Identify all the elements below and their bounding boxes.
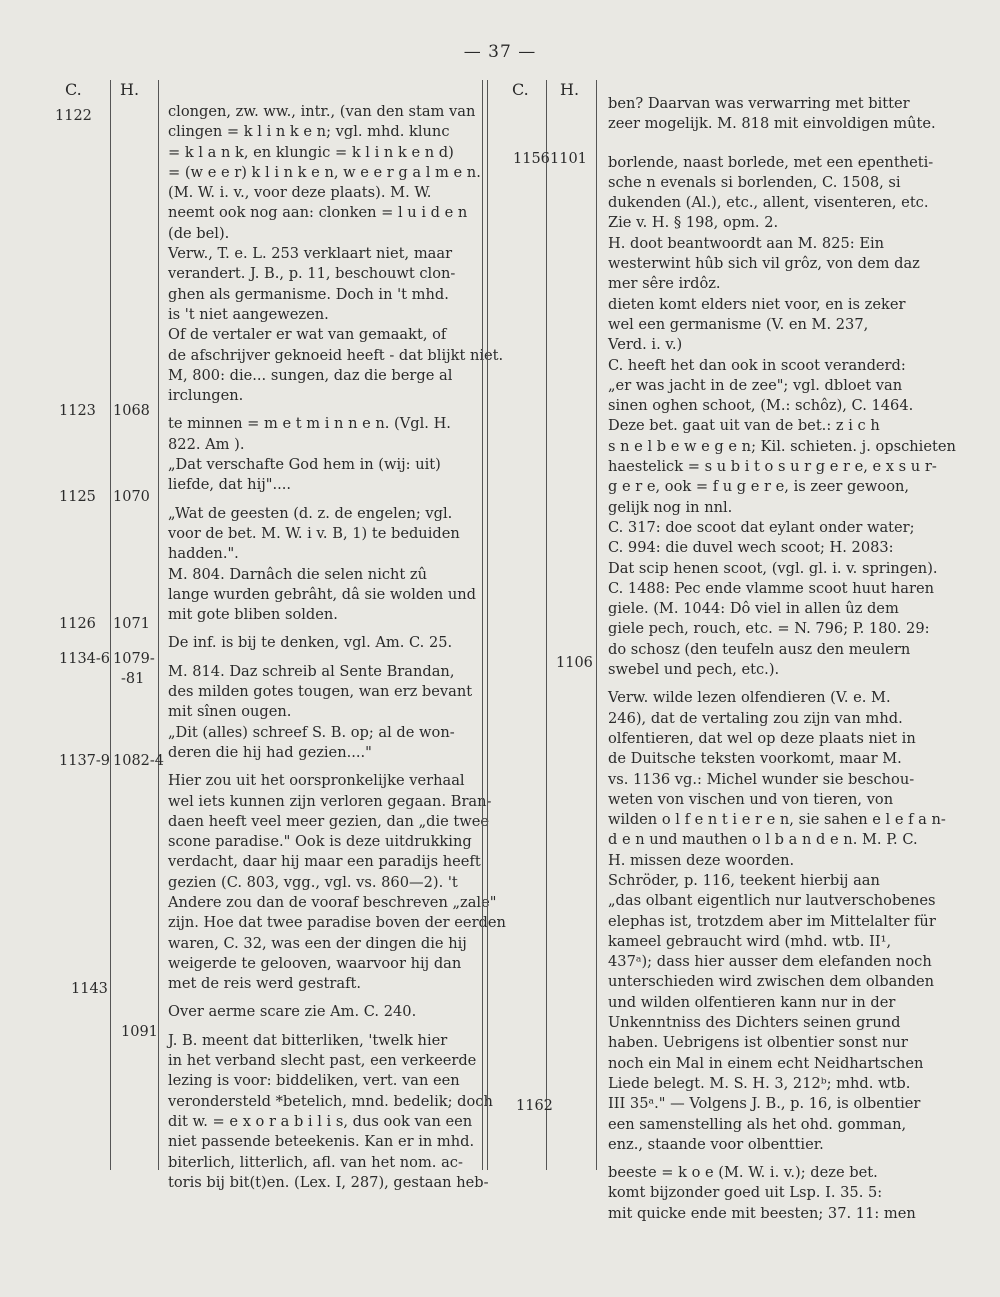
right-text — [608, 94, 956, 1232]
text-line: haestelick = s u b i t o s u r g e r e, e x s u r- — [608, 458, 937, 476]
text-line: Verw. wilde lezen olfendieren (V. e. M. — [608, 689, 891, 707]
text-line: unterschieden wird zwischen dem olbanden — [608, 973, 935, 991]
text-line: olfentieren, dat wel op deze plaats niet in — [608, 729, 916, 747]
text-line: s n e l b e w e g e n; Kil. schieten. j. opschieten — [608, 437, 956, 455]
text-line: verondersteld *betelich, mnd. bedelik; doch — [168, 1092, 493, 1110]
ref-c: 1125 — [59, 489, 96, 505]
ref-h: 1091 — [121, 1024, 158, 1040]
text-line: und wilden olfentieren kann nur in der — [608, 993, 896, 1011]
page-number: — 37 — — [463, 42, 537, 62]
ref-c: 1134-6 — [59, 651, 111, 667]
ref-h: -81 — [121, 671, 145, 687]
entry-paradise — [168, 771, 506, 994]
text-line: een samenstelling als het ohd. gomman, — [608, 1115, 907, 1133]
text-line: liefde, dat hij".... — [168, 476, 292, 494]
text-line: = (w e e r) k l i n k e n, w e e r g a l m e n. — [168, 163, 481, 181]
entry-schreib — [168, 662, 493, 763]
text-line: „er was jacht in de zee"; vgl. dbloet van — [608, 376, 903, 394]
text-line: gelijk nog in nnl. — [608, 498, 733, 516]
ref-h: 1101 — [550, 151, 587, 167]
text-line: met de reis werd gestraft. — [168, 975, 362, 993]
text-line: M. 804. Darnâch die selen nicht zû — [168, 565, 428, 583]
text-line: lezing is voor: biddeliken, vert. van een — [168, 1072, 460, 1090]
text-line: wilden o l f e n t i e r e n, sie sahen e l e f a n- — [608, 811, 946, 829]
text-line: g e r e, ook = f u g e r e, is zeer gewoon, — [608, 478, 910, 496]
text-line: M, 800: die... sungen, daz die berge al — [168, 366, 453, 384]
text-line: Hier zou uit het oorspronkelijke verhaal — [168, 772, 465, 790]
ref-h: 1082-4 — [113, 753, 165, 769]
text-line: toris bij bit(t)en. (Lex. I, 287), gestaan heb- — [168, 1173, 489, 1191]
text-line: verandert. J. B., p. 11, beschouwt clon- — [168, 265, 456, 283]
text-line: Over aerme scare zie Am. C. 240. — [168, 1003, 417, 1021]
entry-bitterliken — [168, 1031, 493, 1193]
entry-aerme-scare — [168, 1002, 493, 1022]
ref-h: 1106 — [556, 655, 593, 671]
text-line: wel een germanisme (V. en M. 237, — [608, 315, 869, 333]
column-rule — [546, 80, 547, 1170]
text-line: 822. Am ). — [168, 435, 245, 453]
text-line: mit quicke ende mit beesten; 37. 11: men — [608, 1204, 916, 1222]
text-line: zijn. Hoe dat twee paradise boven der eerden — [168, 914, 506, 932]
ref-h: 1068 — [113, 403, 150, 419]
text-line: clingen = k l i n k e n; vgl. mhd. klunc — [168, 123, 450, 141]
entry-olfendieren — [608, 688, 946, 1155]
text-line: voor de bet. M. W. i v. B, 1) te beduiden — [168, 524, 460, 542]
text-line: gezien (C. 803, vgg., vgl. vs. 860—2). 't — [168, 873, 458, 891]
text-line: d e n und mauthen o l b a n d e n. M. P. C. — [608, 831, 918, 849]
column-rule — [110, 80, 111, 1170]
text-line: beeste = k o e (M. W. i. v.); deze bet. — [608, 1164, 878, 1182]
text-line: dukenden (Al.), etc., allent, visenteren, etc. — [608, 194, 929, 212]
text-line: verdacht, daar hij maar een paradijs heeft — [168, 853, 481, 871]
text-line: dit w. = e x o r a b i l i s, dus ook van een — [168, 1112, 473, 1130]
text-line: biterlich, litterlich, afl. van het nom. ac- — [168, 1153, 463, 1171]
text-line: des milden gotes tougen, wan erz bevant — [168, 683, 473, 701]
text-line: deren die hij had gezien...." — [168, 743, 372, 761]
text-line: lange wurden gebrâht, dâ sie wolden und — [168, 585, 477, 603]
text-line: neemt ook nog aan: clonken = l u i d e n — [168, 204, 468, 222]
entry-borlende — [608, 153, 956, 681]
text-line: noch ein Mal in einem echt Neidhartschen — [608, 1054, 924, 1072]
text-line: ben? Daarvan was verwarring met bitter — [608, 95, 910, 112]
text-line: „das olbant eigentlich nur lautverschobenes — [608, 892, 936, 910]
text-line: „Wat de geesten (d. z. de engelen; vgl. — [168, 504, 453, 522]
text-line: (de bel). — [168, 224, 230, 242]
text-line: weigerde te gelooven, waarvoor hij dan — [168, 954, 462, 972]
ref-c: 1122 — [55, 108, 92, 124]
text-line: giele pech, rouch, etc. = N. 796; P. 180. 29: — [608, 620, 930, 638]
text-line: sche n evenals si borlenden, C. 1508, si — [608, 173, 901, 191]
header-c: C. — [512, 80, 529, 99]
text-line: 437ᵃ); dass hier ausser dem elefanden noch — [608, 953, 932, 971]
text-line: irclungen. — [168, 387, 244, 405]
text-line: Deze bet. gaat uit van de bet.: z i c h — [608, 417, 880, 435]
column-rule — [158, 80, 159, 1170]
text-line: de Duitsche teksten voorkomt, maar M. — [608, 750, 902, 768]
text-line: in het verband slecht past, een verkeerde — [168, 1052, 477, 1070]
text-line: mit gote bliben solden. — [168, 606, 338, 624]
text-line: is 't niet aangewezen. — [168, 305, 329, 323]
text-line: „Dit (alles) schreef S. B. op; al de won- — [168, 723, 455, 741]
text-line: De inf. is bij te denken, vgl. Am. C. 25. — [168, 634, 453, 652]
text-line: daen heeft veel meer gezien, dan „die twee — [168, 812, 490, 830]
header-c: C. — [65, 80, 82, 99]
text-line: Schröder, p. 116, teekent hierbij aan — [608, 871, 880, 889]
text-line: westerwint hûb sich vil grôz, von dem daz — [608, 255, 920, 273]
header-h: H. — [560, 80, 580, 99]
column-rule — [596, 80, 597, 1170]
entry-inf — [168, 633, 493, 653]
text-line: J. B. meent dat bitterliken, 'twelk hier — [168, 1031, 448, 1049]
text-line: = k l a n k, en klungic = k l i n k e n d) — [168, 143, 454, 161]
right-column — [510, 80, 956, 1222]
text-line: te minnen = m e t m i n n e n. (Vgl. H. — [168, 415, 451, 433]
ref-h: 1071 — [113, 616, 150, 632]
text-line: M. 814. Daz schreib al Sente Brandan, — [168, 662, 455, 680]
text-line: mit sînen ougen. — [168, 703, 292, 721]
text-line: elephas ist, trotzdem aber im Mittelalter für — [608, 912, 936, 930]
ref-c: 1162 — [516, 1098, 553, 1114]
ref-c: 1143 — [71, 981, 108, 997]
text-line: Verw., T. e. L. 253 verklaart niet, maar — [168, 245, 453, 263]
text-line: waren, C. 32, was een der dingen die hij — [168, 934, 467, 952]
column-divider — [482, 80, 488, 1170]
text-line: clongen, zw. ww., intr., (van den stam van — [168, 103, 476, 120]
text-line: komt bijzonder goed uit Lsp. I. 35. 5: — [608, 1184, 883, 1202]
text-line: borlende, naast borlede, met een epentheti- — [608, 153, 934, 171]
entry-beeste — [608, 1163, 933, 1224]
text-line: (M. W. i. v., voor deze plaats). M. W. — [168, 184, 432, 202]
entry-te-minnen — [168, 414, 493, 495]
ref-c: 1123 — [59, 403, 96, 419]
text-line: Verd. i. v.) — [608, 336, 683, 354]
text-line: C. 317: doe scoot dat eylant onder water; — [608, 518, 915, 536]
text-line: de afschrijver geknoeid heeft - dat blijkt niet. — [168, 346, 504, 364]
text-line: vs. 1136 vg.: Michel wunder sie beschou- — [608, 770, 915, 788]
text-line: dieten komt elders niet voor, en is zeker — [608, 295, 906, 313]
entry-geesten — [168, 504, 493, 626]
text-line: zeer mogelijk. M. 818 mit einvoldigen mûte. — [608, 115, 936, 133]
left-text — [168, 102, 506, 1201]
text-line: haben. Uebrigens ist olbentier sonst nur — [608, 1034, 908, 1052]
entry-clongen — [168, 102, 504, 406]
text-line: do schosz (den teufeln ausz den meulern — [608, 640, 911, 658]
ref-h: 1070 — [113, 489, 150, 505]
text-line: scone paradise." Ook is deze uitdrukking — [168, 833, 472, 851]
text-line: kameel gebraucht wird (mhd. wtb. II¹, — [608, 932, 892, 950]
text-line: „Dat verschafte God hem in (wij: uit) — [168, 456, 441, 474]
text-line: Dat scip henen scoot, (vgl. gl. i. v. springen). — [608, 559, 938, 577]
text-line: mer sêre irdôz. — [608, 275, 721, 293]
text-line: Unkenntniss des Dichters seinen grund — [608, 1014, 901, 1032]
text-line: giele. (M. 1044: Dô viel in allen ûz dem — [608, 600, 899, 618]
text-line: Andere zou dan de vooraf beschreven „zale" — [168, 893, 497, 911]
text-line: weten von vischen und von tieren, von — [608, 790, 894, 808]
entry-ben — [608, 94, 936, 135]
text-line: 246), dat de vertaling zou zijn van mhd. — [608, 709, 903, 727]
text-line: ghen als germanisme. Doch in 't mhd. — [168, 285, 449, 303]
text-line: C. heeft het dan ook in scoot veranderd: — [608, 356, 906, 374]
text-line: Liede belegt. M. S. H. 3, 212ᵇ; mhd. wtb. — [608, 1074, 911, 1092]
text-line: sinen oghen schoot, (M.: schôz), C. 1464. — [608, 397, 914, 415]
text-line: niet passende beteekenis. Kan er in mhd. — [168, 1133, 475, 1151]
text-line: Of de vertaler er wat van gemaakt, of — [168, 326, 447, 344]
text-line: Zie v. H. § 198, opm. 2. — [608, 214, 779, 232]
text-line: enz., staande voor olbenttier. — [608, 1135, 824, 1153]
text-line: H. missen deze woorden. — [608, 851, 795, 869]
text-line: III 35ᵃ." — Volgens J. B., p. 16, is olbentier — [608, 1095, 921, 1113]
text-line: wel iets kunnen zijn verloren gegaan. Bran- — [168, 792, 492, 810]
text-line: hadden.". — [168, 545, 239, 563]
ref-c: 1156 — [513, 151, 550, 167]
left-column — [55, 80, 506, 1191]
text-line: C. 1488: Pec ende vlamme scoot huut haren — [608, 579, 935, 597]
ref-h: 1079- — [113, 651, 155, 667]
ref-c: 1126 — [59, 616, 96, 632]
text-line: swebel und pech, etc.). — [608, 661, 780, 679]
text-line: H. doot beantwoordt aan M. 825: Ein — [608, 234, 885, 252]
ref-c: 1137-9 — [59, 753, 111, 769]
header-h: H. — [120, 80, 140, 99]
text-line: C. 994: die duvel wech scoot; H. 2083: — [608, 539, 894, 557]
